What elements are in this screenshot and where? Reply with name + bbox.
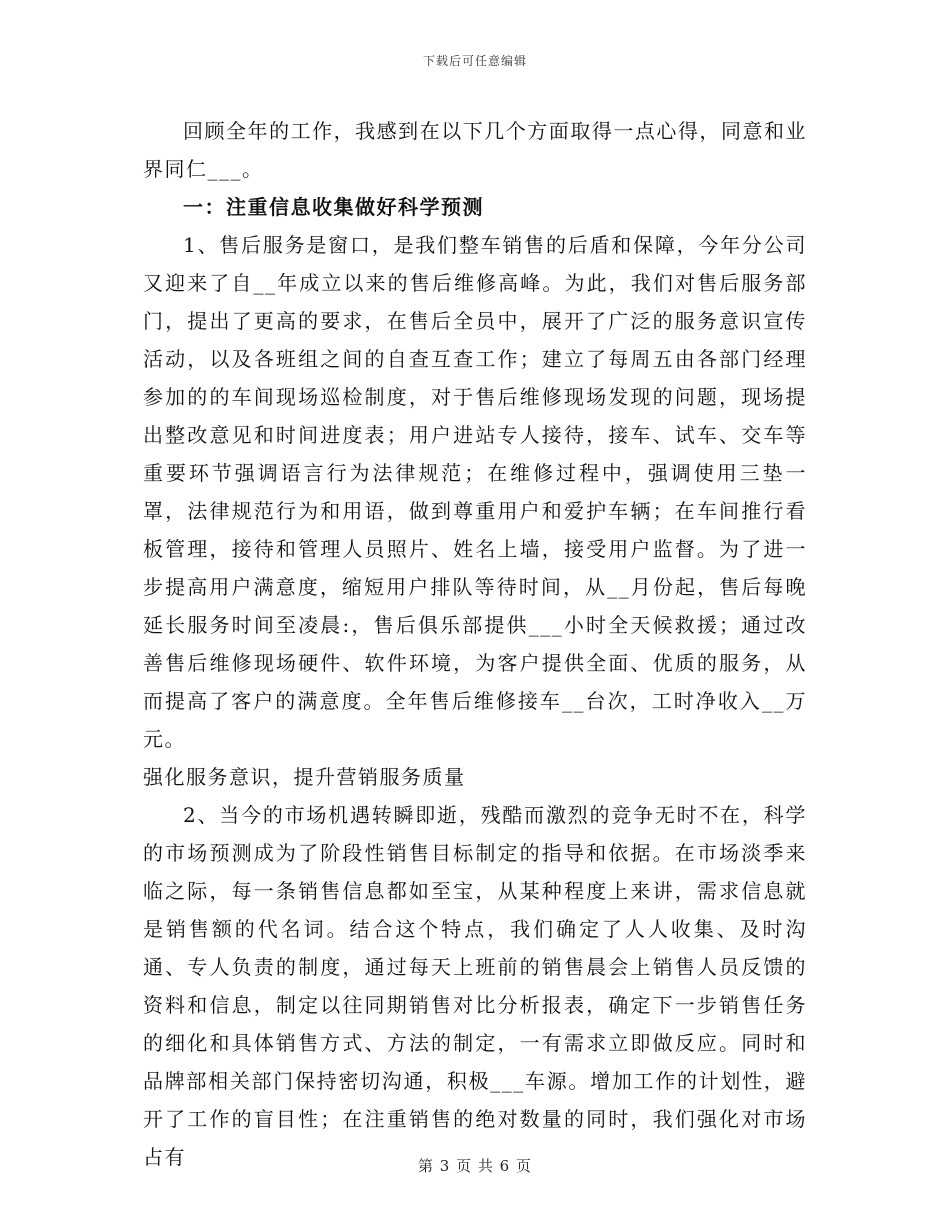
- subheading-service: 强化服务意识，提升营销服务质量: [143, 765, 466, 789]
- paragraph-market: 2、当今的市场机遇转瞬即逝，残酷而激烈的竞争无时不在，科学的市场预测成为了阶段性销售目标制定的指导和依据。在市场淡季来临之际，每一条销售信息都如至宝，从某种程度上来讲，需求信息就是销售额的代名词。结合这个特点，我们确定了人人收集、及时沟通、专人负责的制度，通过每天上班前的销售晨会上销售人员反馈的资料和信息，制定以往同期销售对比分析报表，确定下一步销售任务的细化和具体销售方式、方法的制定，一有需求立即做反应。同时和品牌部相关部门保持密切沟通，积极___车源。增加工作的计划性，避开了工作的盲目性；在注重销售的绝对数量的同时，我们强化对市场占有: [143, 803, 807, 1169]
- paragraph-after-sales: 1、售后服务是窗口，是我们整车销售的后盾和保障，今年分公司又迎来了自__年成立以来的售后维修高峰。为此，我们对售后服务部门，提出了更高的要求，在售后全员中，展开了广泛的服务意识宣传活动，以及各班组之间的自查互查工作；建立了每周五由各部门经理参加的的车间现场巡检制度，对于售后维修现场发现的问题，现场提出整改意见和时间进度表；用户进站专人接待，接车、试车、交车等重要环节强调语言行为法律规范；在维修过程中，强调使用三垫一罩，法律规范行为和用语，做到尊重用户和爱护车辆；在车间推行看板管理，接待和管理人员照片、姓名上墙，接受用户监督。为了进一步提高用户满意度，缩短用户排队等待时间，从__月份起，售后每晚延长服务时间至凌晨:，售后俱乐部提供___小时全天候救援；通过改善售后维修现场硬件、软件环境，为客户提供全面、优质的服务，从而提高了客户的满意度。全年售后维修接车__台次，工时净收入__万元。: [143, 233, 807, 751]
- page-footer: 第 3 页 共 6 页: [418, 1157, 532, 1175]
- page-header: 下载后可任意编辑: [422, 54, 527, 68]
- intro-paragraph: 回顾全年的工作，我感到在以下几个方面取得一点心得，同意和业界同仁___。: [143, 119, 807, 181]
- document-body: [143, 112, 807, 1176]
- section-heading: 一：注重信息收集做好科学预测: [183, 195, 484, 219]
